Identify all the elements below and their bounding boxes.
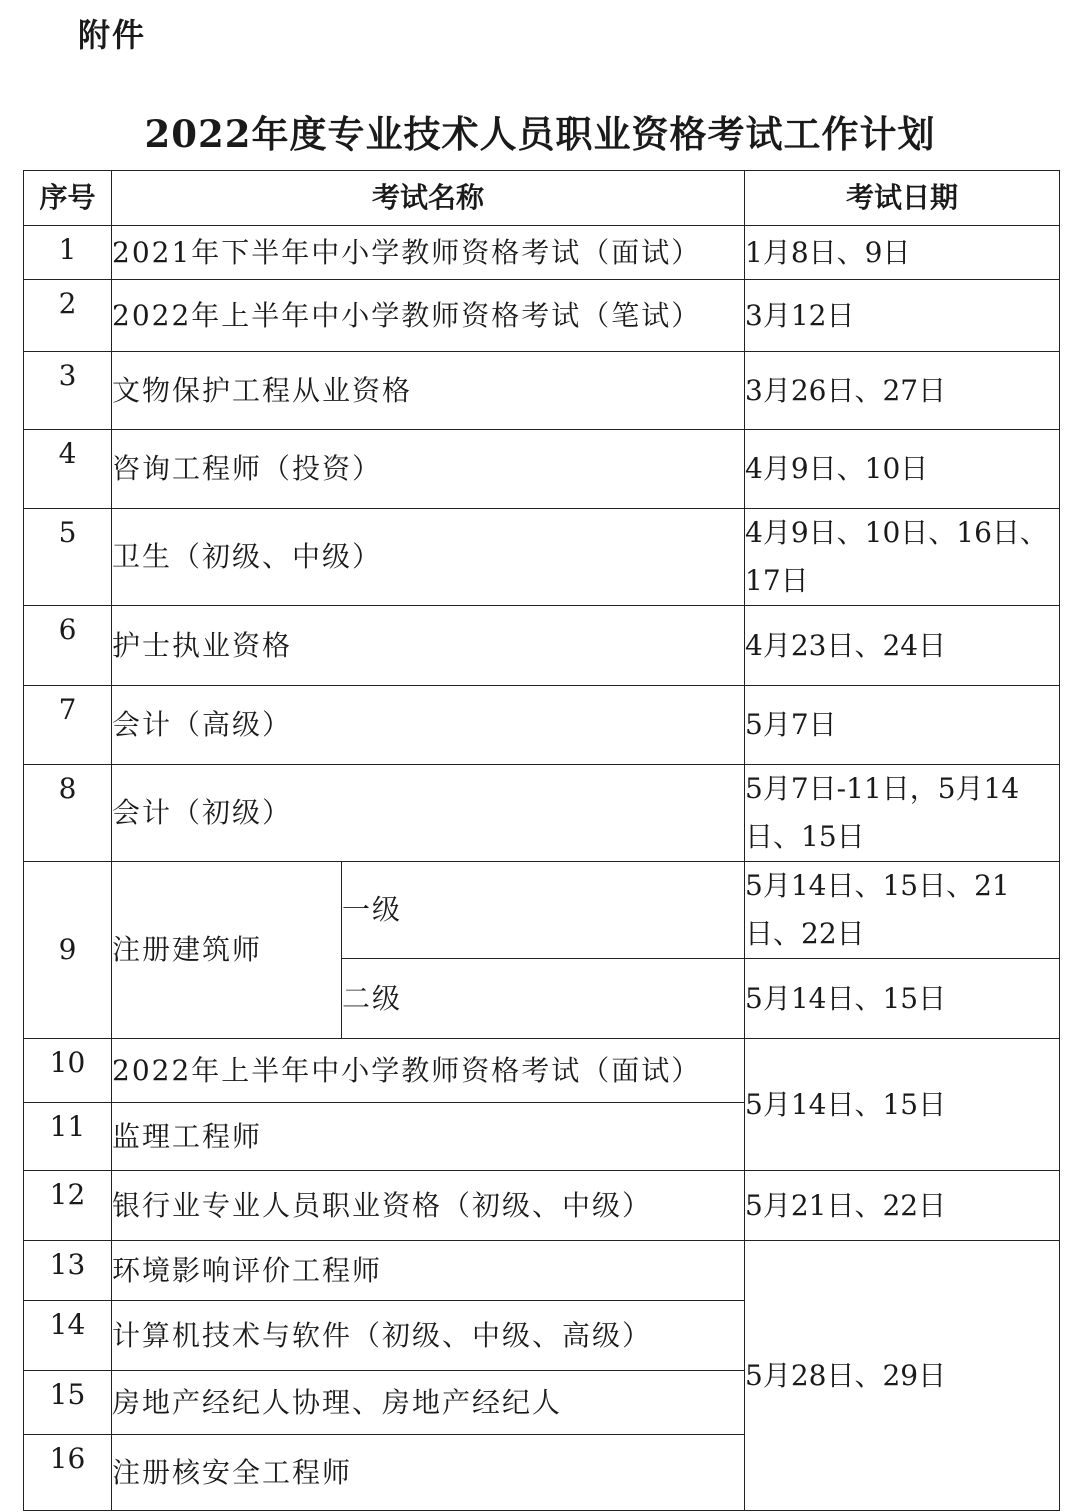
exam-name: 银行业专业人员职业资格（初级、中级） <box>112 1171 745 1241</box>
table-row <box>24 1241 1060 1301</box>
table-row <box>24 686 1060 765</box>
exam-name: 2022年上半年中小学教师资格考试（笔试） <box>112 280 745 352</box>
exam-level: 二级 <box>342 959 745 1039</box>
exam-name: 监理工程师 <box>112 1103 745 1171</box>
exam-date: 4月23日、24日 <box>745 606 1060 686</box>
row-number: 7 <box>24 686 112 765</box>
row-number: 8 <box>24 765 112 862</box>
row-number: 14 <box>24 1301 112 1371</box>
row-number: 2 <box>24 280 112 352</box>
row-number: 11 <box>24 1103 112 1171</box>
exam-name: 咨询工程师（投资） <box>112 430 745 509</box>
exam-name: 注册建筑师 <box>112 862 342 1039</box>
row-number: 13 <box>24 1241 112 1301</box>
row-number: 4 <box>24 430 112 509</box>
table-row <box>24 1171 1060 1241</box>
row-number: 10 <box>24 1039 112 1103</box>
table-row <box>24 352 1060 430</box>
row-number: 6 <box>24 606 112 686</box>
exam-date: 5月21日、22日 <box>745 1171 1060 1241</box>
exam-date: 5月7日 <box>745 686 1060 765</box>
attachment-label: 附件 <box>78 16 147 54</box>
table-row <box>24 606 1060 686</box>
row-number: 15 <box>24 1371 112 1435</box>
table-row <box>24 509 1060 606</box>
table-row <box>24 1039 1060 1103</box>
document-title: 2022年度专业技术人员职业资格考试工作计划 <box>144 112 936 156</box>
exam-name: 会计（高级） <box>112 686 745 765</box>
table-row <box>24 226 1060 280</box>
exam-name: 护士执业资格 <box>112 606 745 686</box>
exam-date: 5月14日、15日、21日、22日 <box>745 862 1060 959</box>
column-header-name: 考试名称 <box>112 171 745 226</box>
exam-date: 4月9日、10日、16日、17日 <box>745 509 1060 606</box>
exam-name: 环境影响评价工程师 <box>112 1241 745 1301</box>
exam-date: 1月8日、9日 <box>745 226 1060 280</box>
exam-name: 卫生（初级、中级） <box>112 509 745 606</box>
row-number: 9 <box>24 862 112 1039</box>
exam-name: 会计（初级） <box>112 765 745 862</box>
exam-date: 5月14日、15日 <box>745 959 1060 1039</box>
table-row <box>24 765 1060 862</box>
exam-date: 5月14日、15日 <box>745 1039 1060 1171</box>
exam-name: 计算机技术与软件（初级、中级、高级） <box>112 1301 745 1371</box>
exam-name: 注册核安全工程师 <box>112 1435 745 1511</box>
exam-name: 文物保护工程从业资格 <box>112 352 745 430</box>
table-header-row <box>24 171 1060 226</box>
row-number: 12 <box>24 1171 112 1241</box>
exam-date: 5月28日、29日 <box>745 1241 1060 1511</box>
exam-name: 2021年下半年中小学教师资格考试（面试） <box>112 226 745 280</box>
exam-schedule-table <box>23 170 1060 1511</box>
exam-date: 3月12日 <box>745 280 1060 352</box>
column-header-no: 序号 <box>24 171 112 226</box>
table-row <box>24 862 1060 959</box>
exam-date: 5月7日-11日，5月14日、15日 <box>745 765 1060 862</box>
row-number: 1 <box>24 226 112 280</box>
row-number: 5 <box>24 509 112 606</box>
row-number: 3 <box>24 352 112 430</box>
row-number: 16 <box>24 1435 112 1511</box>
table-row <box>24 280 1060 352</box>
exam-name: 2022年上半年中小学教师资格考试（面试） <box>112 1039 745 1103</box>
exam-date: 3月26日、27日 <box>745 352 1060 430</box>
exam-level: 一级 <box>342 862 745 959</box>
column-header-date: 考试日期 <box>745 171 1060 226</box>
exam-date: 4月9日、10日 <box>745 430 1060 509</box>
table-row <box>24 430 1060 509</box>
exam-name: 房地产经纪人协理、房地产经纪人 <box>112 1371 745 1435</box>
